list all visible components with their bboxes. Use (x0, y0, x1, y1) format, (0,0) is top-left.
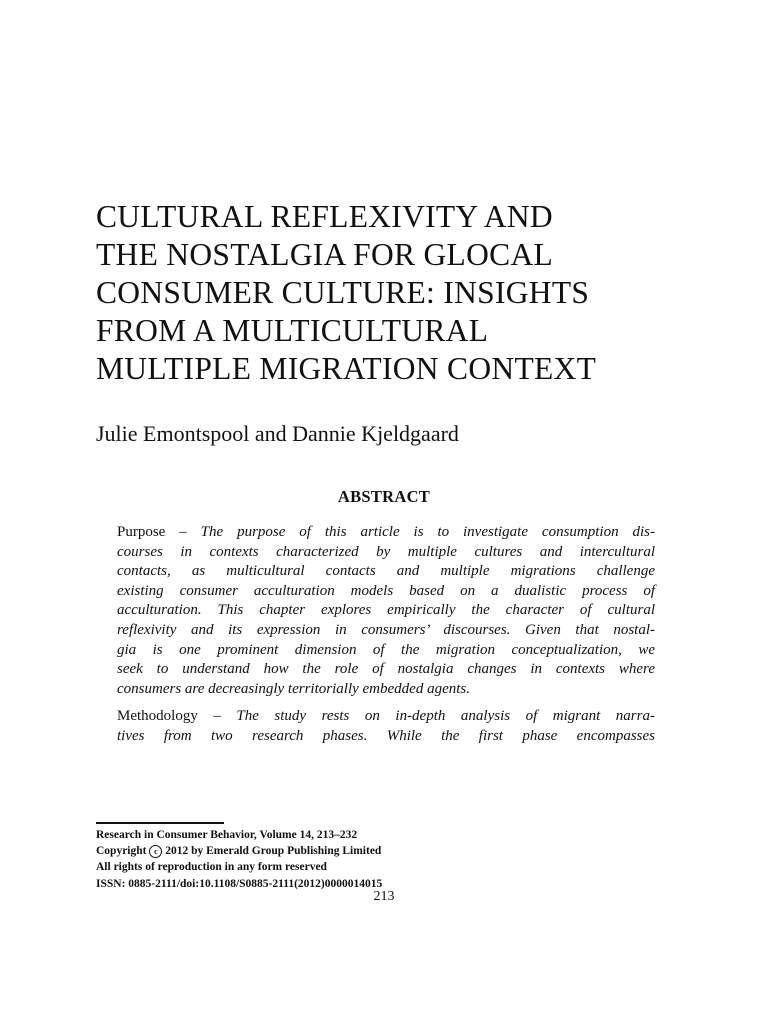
copyright-line (96, 843, 656, 859)
page-number: 213 (373, 889, 395, 904)
title-line: THE NOSTALGIA FOR GLOCAL (96, 237, 554, 272)
purpose-paragraph (117, 523, 655, 699)
methodology-text: The study rests on in-depth analysis of migrant narra- (236, 708, 655, 725)
abstract-line: contacts, as multicultural contacts and multiple migrations challenge (117, 563, 655, 580)
abstract-line: gia is one prominent dimension of the migration conceptualization, we (117, 641, 655, 658)
issn-line: ISSN: 0885-2111/doi:10.1108/S0885-2111(2012)0000014015 (96, 877, 383, 890)
copyright-text: 2012 by Emerald Group Publishing Limited (165, 845, 382, 858)
abstract-line: courses in contexts characterized by multiple cultures and intercultural (117, 543, 655, 560)
title-line: CONSUMER CULTURE: INSIGHTS (96, 275, 590, 310)
abstract-heading: ABSTRACT (337, 487, 431, 506)
abstract-line: tives from two research phases. While the first phase encompasses (117, 727, 655, 744)
abstract-line: existing consumer acculturation models based on a dualistic process of (117, 582, 655, 599)
purpose-label: Purpose – (117, 524, 201, 540)
article-title (96, 198, 696, 388)
abstract-line: acculturation. This chapter explores empirically the character of cultural (117, 602, 655, 619)
abstract-line: consumers are decreasingly territorially embedded agents. (117, 680, 470, 697)
title-line: CULTURAL REFLEXIVITY AND (96, 199, 553, 234)
footnote-divider (96, 822, 224, 824)
journal-info: Research in Consumer Behavior, Volume 14, 213–232 (96, 829, 358, 841)
methodology-paragraph (117, 707, 655, 746)
title-line: FROM A MULTICULTURAL (96, 313, 489, 348)
publication-footnote (96, 827, 656, 892)
abstract-body (117, 523, 655, 755)
copyright-prefix: Copyright (96, 845, 147, 858)
rights-line: All rights of reproduction in any form reserved (96, 861, 327, 874)
methodology-label: Methodology – (117, 708, 237, 725)
abstract-line: seek to understand how the role of nostalgia changes in contexts where (117, 661, 655, 678)
abstract-line (117, 707, 655, 727)
copyright-icon: c (149, 845, 162, 858)
abstract-line: reflexivity and its expression in consumers’ discourses. Given that nostal- (117, 621, 655, 638)
authors: Julie Emontspool and Dannie Kjeldgaard (96, 421, 459, 446)
title-line: MULTIPLE MIGRATION CONTEXT (96, 351, 597, 386)
purpose-text: The purpose of this article is to investigate consumption dis- (200, 524, 655, 540)
abstract-line (117, 523, 655, 543)
